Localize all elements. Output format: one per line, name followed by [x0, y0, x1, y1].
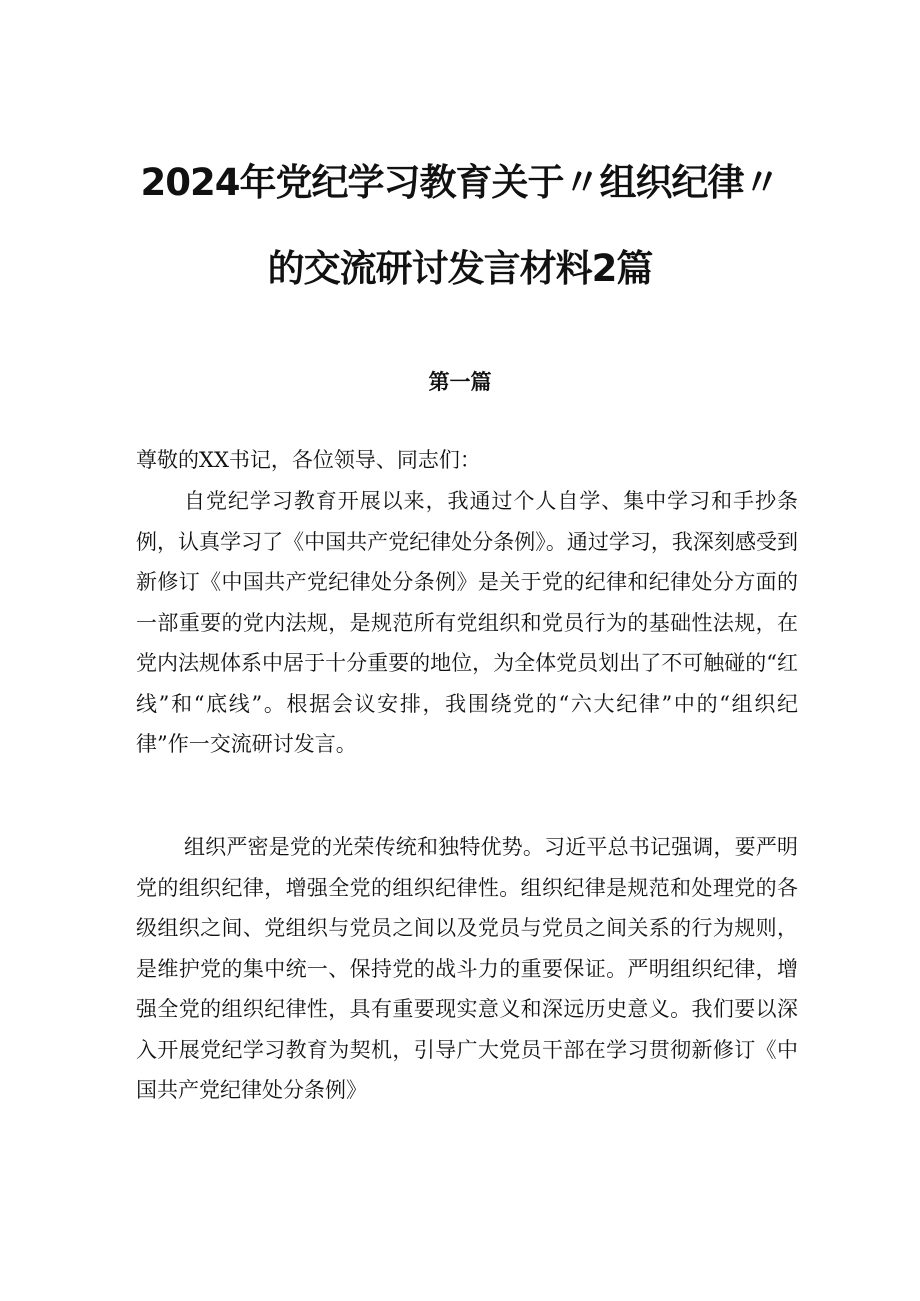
salutation: 尊敬的XX书记，各位领导、同志们： [136, 448, 481, 472]
section-heading: 第一篇 [428, 370, 492, 394]
paragraph-1: 自党纪学习教育开展以来，我通过个人自学、集中学习和手抄条例，认真学习了《中国共产党纪律处分条例》。通过学习，我深刻感受到新修订《中国共产党纪律处分条例》是关于党的纪律和纪律处分方面的一部重要的党内法规，是规范所有党组织和党员行为的基础性法规，在党内法规体系中居于十分重要的地位，为全体党员划出了不可触碰的“红线”和“底线”。根据会议安排，我围绕党的“六大纪律”中的“组织纪律”作一交流研讨发言。 [136, 489, 798, 756]
document-title-line-1: 2024年党纪学习教育关于〃组织纪律〃 [140, 161, 780, 204]
paragraph-2: 组织严密是党的光荣传统和独特优势。习近平总书记强调，要严明党的组织纪律，增强全党的组织纪律性。组织纪律是规范和处理党的各级组织之间、党组织与党员之间以及党员与党员之间关系的行为规则，是维护党的集中统一、保持党的战斗力的重要保证。严明组织纪律，增强全党的组织纪律性，具有重要现实意义和深远历史意义。我们要以深入开展党纪学习教育为契机，引导广大党员干部在学习贯彻新修订《中国共产党纪律处分条例》 [136, 835, 798, 1102]
document-title-line-2: 的交流研讨发言材料2篇 [267, 247, 653, 290]
